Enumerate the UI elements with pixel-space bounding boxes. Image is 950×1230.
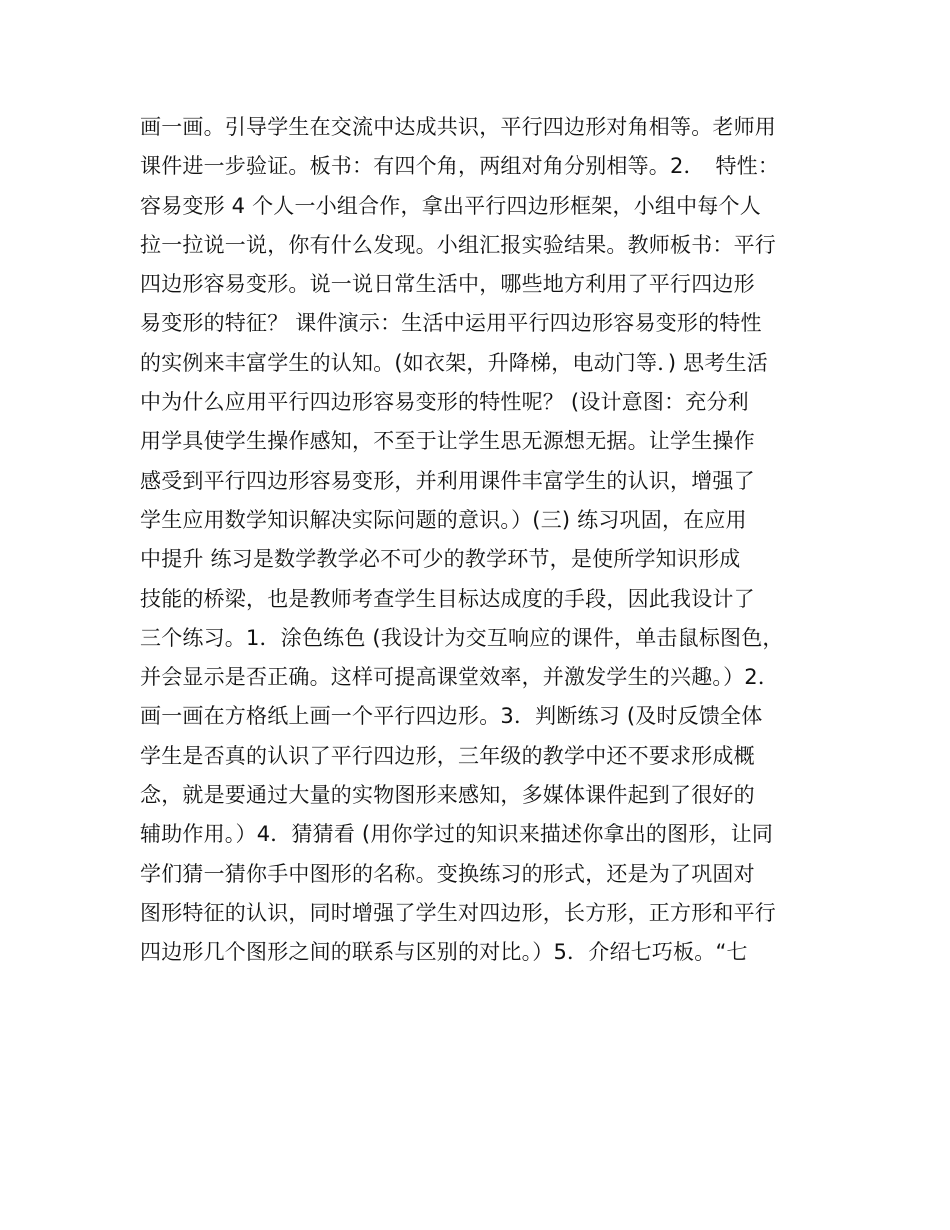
text-line: 并会显示是否正确。这样可提高课堂效率，并激发学生的兴趣。）2． — [140, 665, 780, 690]
text-line: 四边形容易变形。说一说日常生活中，哪些地方利用了平行四边形 — [140, 272, 755, 297]
text-line: 图形特征的认识，同时增强了学生对四边形，长方形，正方形和平行 — [140, 900, 776, 925]
text-line: 技能的桥梁，也是教师考查学生目标达成度的手段，因此我设计了 — [140, 586, 755, 611]
text-line: 课件进一步验证。板书：有四个角，两组对角分别相等。2． 特性： — [140, 154, 780, 179]
text-line: 画一画在方格纸上画一个平行四边形。3．判断练习 (及时反馈全体 — [140, 704, 763, 729]
text-line: 易变形的特征？ 课件演示：生活中运用平行四边形容易变形的特性 — [140, 311, 762, 336]
text-line: 学生是否真的认识了平行四边形，三年级的教学中还不要求形成概 — [140, 743, 755, 768]
text-line: 容易变形 4 个人一小组合作，拿出平行四边形框架，小组中每个人 — [140, 193, 761, 218]
text-line: 学们猜一猜你手中图形的名称。变换练习的形式，还是为了巩固对 — [140, 861, 755, 886]
text-line: 中为什么应用平行四边形容易变形的特性呢？ (设计意图：充分利 — [140, 390, 749, 415]
text-line: 学生应用数学知识解决实际问题的意识。）(三) 练习巩固，在应用 — [140, 507, 747, 532]
text-line: 四边形几个图形之间的联系与区别的对比。）5．介绍七巧板。“七 — [140, 940, 748, 965]
text-line: 三个练习。1．涂色练色 (我设计为交互响应的课件，单击鼠标图色， — [140, 625, 784, 650]
text-line: 念，就是要通过大量的实物图形来感知，多媒体课件起到了很好的 — [140, 783, 755, 808]
text-line: 辅助作用。）4．猜猜看 (用你学过的知识来描述你拿出的图形，让同 — [140, 822, 774, 847]
text-line: 感受到平行四边形容易变形，并利用课件丰富学生的认识，增强了 — [140, 468, 755, 493]
text-line: 拉一拉说一说，你有什么发现。小组汇报实验结果。教师板书：平行 — [140, 232, 776, 257]
text-line: 中提升 练习是数学教学必不可少的教学环节，是使所学知识形成 — [140, 547, 741, 572]
body-paragraph — [140, 108, 820, 973]
text-line: 的实例来丰富学生的认知。(如衣架，升降梯，电动门等．) 思考生活 — [140, 350, 768, 375]
text-line: 画一画。引导学生在交流中达成共识，平行四边形对角相等。老师用 — [140, 115, 776, 139]
text-line: 用学具使学生操作感知，不至于让学生思无源想无据。让学生操作 — [140, 429, 755, 454]
